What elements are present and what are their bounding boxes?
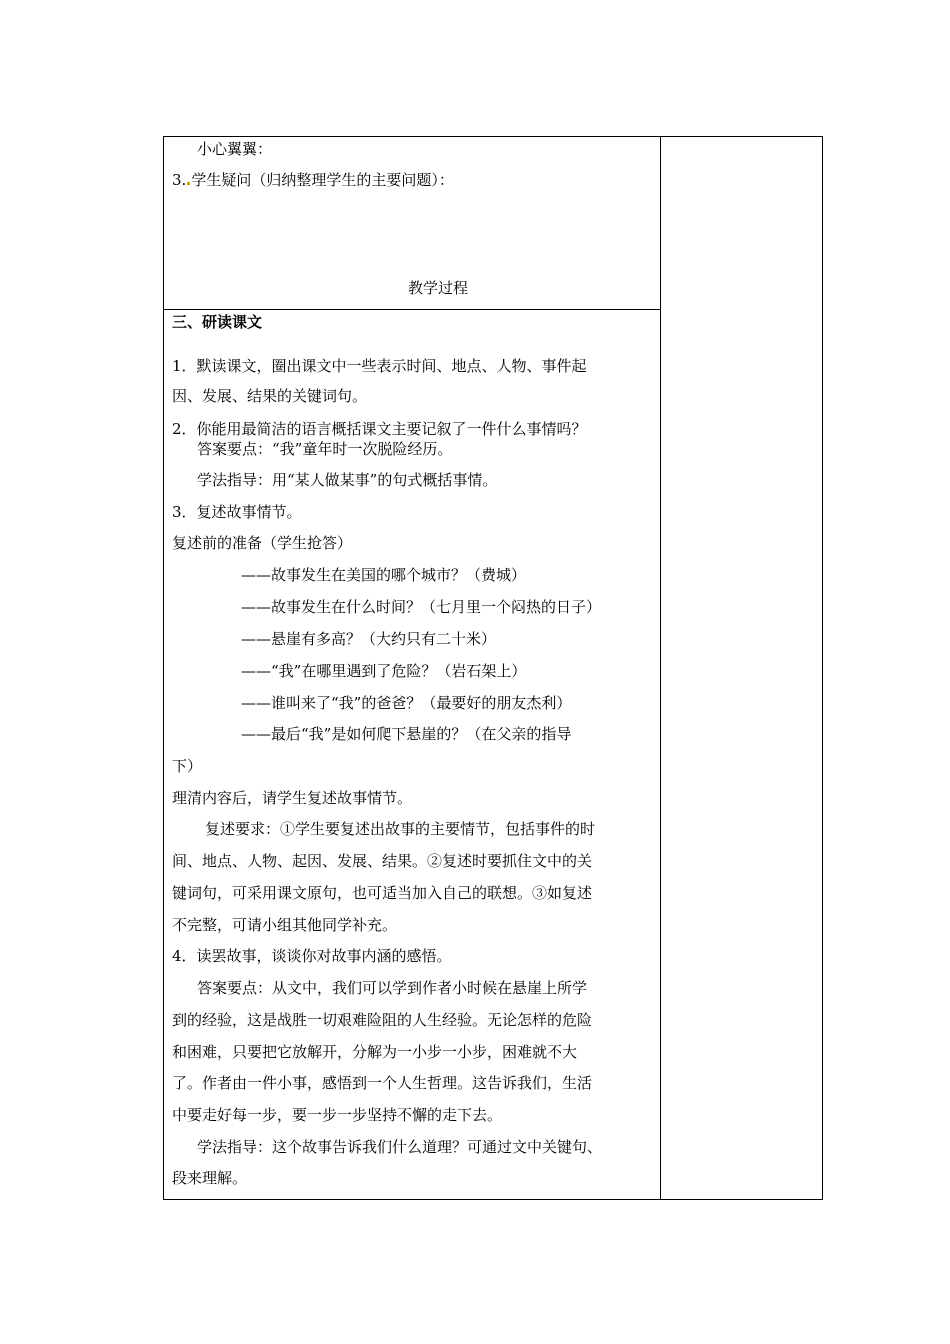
text-line: 键词句，可采用课文原句，也可适当加入自己的联想。③如复述 bbox=[172, 884, 593, 902]
text-line: 下） bbox=[172, 757, 203, 775]
text-line: 学法指导：这个故事告诉我们什么道理？可通过文中关键句、 bbox=[197, 1138, 603, 1156]
text-line: 答案要点：“我”童年时一次脱险经历。 bbox=[197, 440, 453, 458]
text-line: ——悬崖有多高？（大约只有二十米） bbox=[241, 630, 497, 648]
text-line: 1．默读课文，圈出课文中一些表示时间、地点、人物、事件起 bbox=[172, 357, 587, 375]
question-number: 3. bbox=[172, 171, 187, 189]
teaching-process-label: 教学过程 bbox=[408, 279, 469, 297]
text-line: 学法指导：用“某人做某事”的句式概括事情。 bbox=[197, 471, 498, 489]
text-line: 复述要求：①学生要复述出故事的主要情节，包括事件的时 bbox=[205, 820, 596, 838]
text-line: 4．读罢故事，谈谈你对故事内涵的感悟。 bbox=[172, 947, 452, 965]
text-line: 理清内容后，请学生复述故事情节。 bbox=[172, 789, 413, 807]
text-line: 间、地点、人物、起因、发展、结果。②复述时要抓住文中的关 bbox=[172, 852, 593, 870]
text-line: 3．复述故事情节。 bbox=[172, 503, 302, 521]
text-line: ——故事发生在美国的哪个城市？（费城） bbox=[241, 566, 527, 584]
text-line: 和困难，只要把它放解开，分解为一小步一小步，困难就不大 bbox=[172, 1043, 578, 1061]
question-text: 学生疑问（归纳整理学生的主要问题）： bbox=[191, 171, 454, 189]
marker-dot bbox=[187, 182, 190, 185]
text-line: 到的经验，这是战胜一切艰难险阻的人生经验。无论怎样的危险 bbox=[172, 1011, 593, 1029]
section-heading: 三、研读课文 bbox=[172, 313, 263, 331]
text-line: 中要走好每一步，要一步一步坚持不懈的走下去。 bbox=[172, 1106, 503, 1124]
text-line: 答案要点：从文中，我们可以学到作者小时候在悬崖上所学 bbox=[197, 979, 588, 997]
question-line bbox=[172, 171, 454, 189]
text-line: ——故事发生在什么时间？（七月里一个闷热的日子） bbox=[241, 598, 602, 616]
text-line: 复述前的准备（学生抢答） bbox=[172, 534, 353, 552]
vocab-line: 小心翼翼： bbox=[197, 140, 273, 158]
column-divider bbox=[660, 137, 661, 1199]
text-line: 因、发展、结果的关键词句。 bbox=[172, 387, 368, 405]
text-line: ——“我”在哪里遇到了危险？（岩石架上） bbox=[241, 662, 527, 680]
text-line: 不完整，可请小组其他同学补充。 bbox=[172, 916, 398, 934]
text-line: 了。作者由一件小事，感悟到一个人生哲理。这告诉我们，生活 bbox=[172, 1074, 593, 1092]
text-line: 段来理解。 bbox=[172, 1169, 248, 1187]
text-line: ——最后“我”是如何爬下悬崖的？（在父亲的指导 bbox=[241, 725, 572, 743]
row-divider bbox=[164, 309, 660, 310]
text-line: 2．你能用最简洁的语言概括课文主要记叙了一件什么事情吗？ bbox=[172, 420, 587, 438]
text-line: ——谁叫来了“我”的爸爸？（最要好的朋友杰利） bbox=[241, 694, 572, 712]
